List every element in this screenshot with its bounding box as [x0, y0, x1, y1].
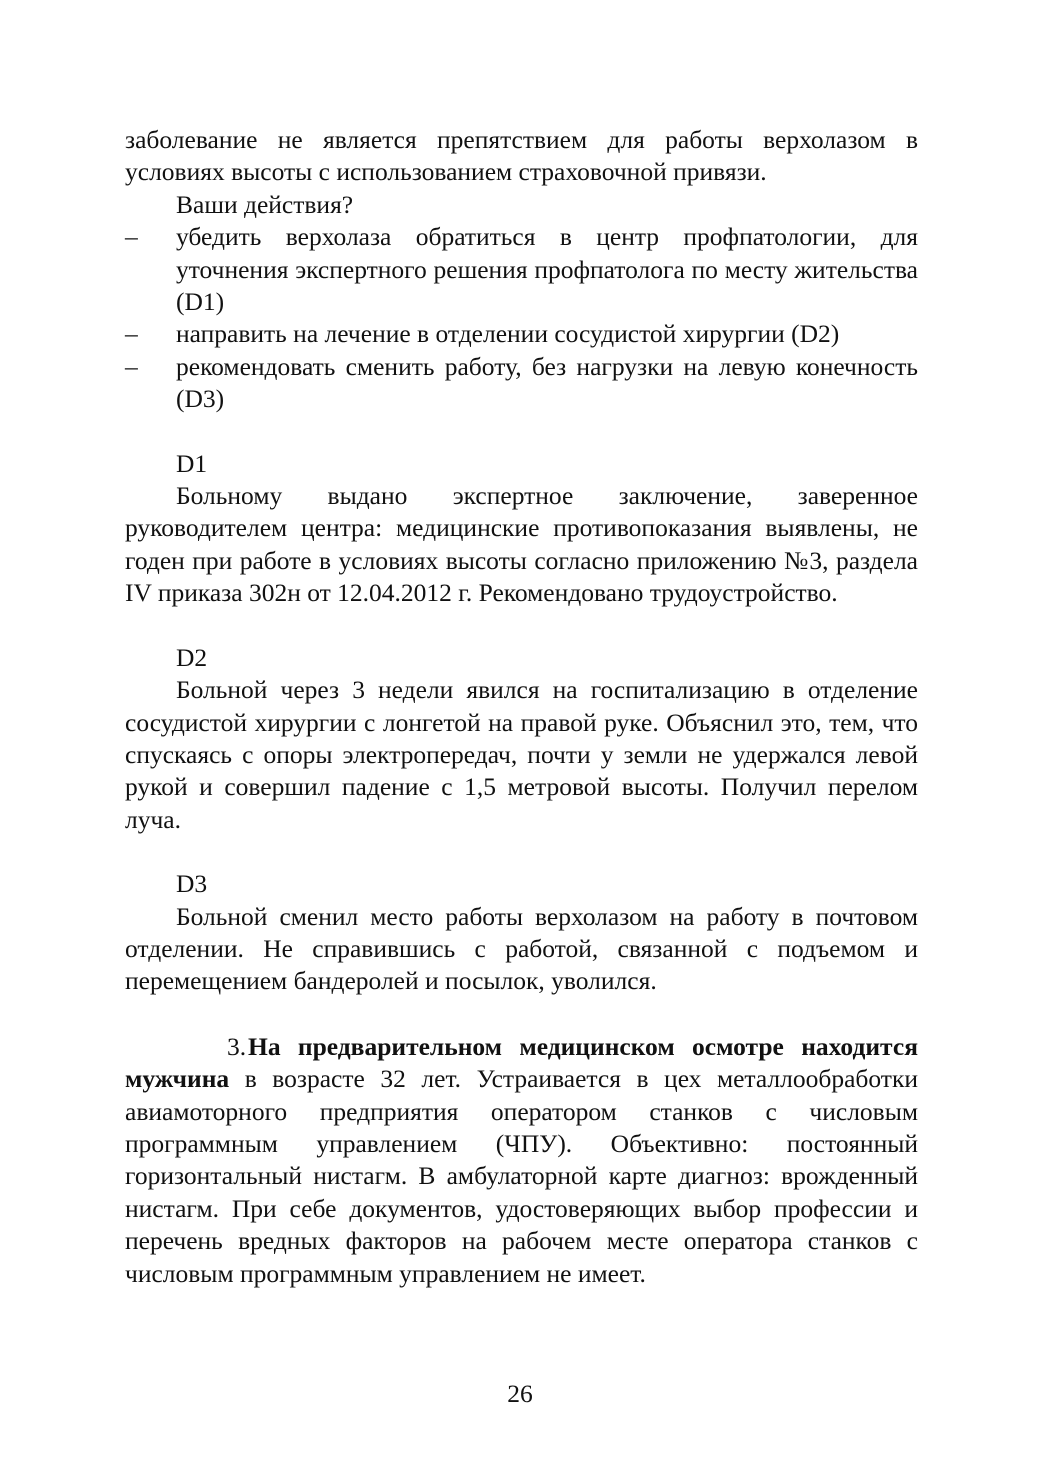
list-dash: – [125, 351, 138, 381]
case-3-text: в возрасте 32 лет. Устраивается в цех металлообработки авиамоторного предприятия оператором станков с числовым программным управлением (ЧПУ). Объективно: постоянный горизонтальный нистагм. В амбулаторной карте диагноз: врожденный нистагм. При себе документов, удостоверяющих выбор профессии и перечень вредных факторов на рабочем месте оператора станков с числовым программным управлением не имеет. [125, 1064, 918, 1288]
action-option-d1 [125, 221, 918, 318]
action-option-text: направить на лечение в отделении сосудистой хирургии (D2) [176, 319, 840, 349]
case-3-number: 3. [227, 1031, 247, 1061]
spacer [125, 998, 918, 1031]
action-option-text: убедить верхолаза обратиться в центр профпатологии, для уточнения экспертного решения профпатолога по месту жительства (D1) [176, 222, 918, 317]
outcome-d3-text: Больной сменил место работы верхолазом на работу в почтовом отделении. Не справившись с работой, связанной с подъемом и перемещением бандеролей и посылок, уволился. [125, 901, 918, 996]
page-number: 26 [507, 1379, 533, 1408]
outcome-d2-text: Больной через 3 недели явился на госпитализацию в отделение сосудистой хирургии с лонгетой на правой руке. Объяснил это, тем, что спускаясь с опоры электропередач, почти у земли не удержался левой рукой и совершил падение с 1,5 метровой высоты. Получил перелом луча. [125, 675, 918, 834]
outcome-d1-label: D1 [176, 448, 208, 478]
intro-question: Ваши действия? [176, 189, 354, 219]
case-3-bold-lead: На предварительном медицинском осмотре находится мужчина [125, 1031, 918, 1094]
outcome-d3-label: D3 [176, 869, 208, 899]
action-option-d2 [125, 318, 918, 350]
action-option-text: рекомендовать сменить работу, без нагрузки на левую конечность (D3) [176, 351, 918, 414]
list-dash: – [125, 319, 138, 349]
spacer [125, 416, 918, 448]
spacer [125, 836, 918, 868]
outcome-d1-text: Больному выдано экспертное заключение, заверенное руководителем центра: медицинские противопоказания выявлены, не годен при работе в условиях высоты согласно приложению №3, раздела IV приказа 302н от 12.04.2012 г. Рекомендовано трудоустройство. [125, 481, 918, 608]
spacer [125, 610, 918, 642]
list-dash: – [125, 222, 138, 252]
case-3-paragraph [125, 1031, 918, 1290]
outcome-d2-label: D2 [176, 642, 208, 672]
action-options-list [125, 221, 918, 415]
action-option-d3 [125, 351, 918, 416]
intro-continuation: заболевание не является препятствием для работы верхолазом в условиях высоты с использованием страховочной привязи. [125, 125, 918, 187]
